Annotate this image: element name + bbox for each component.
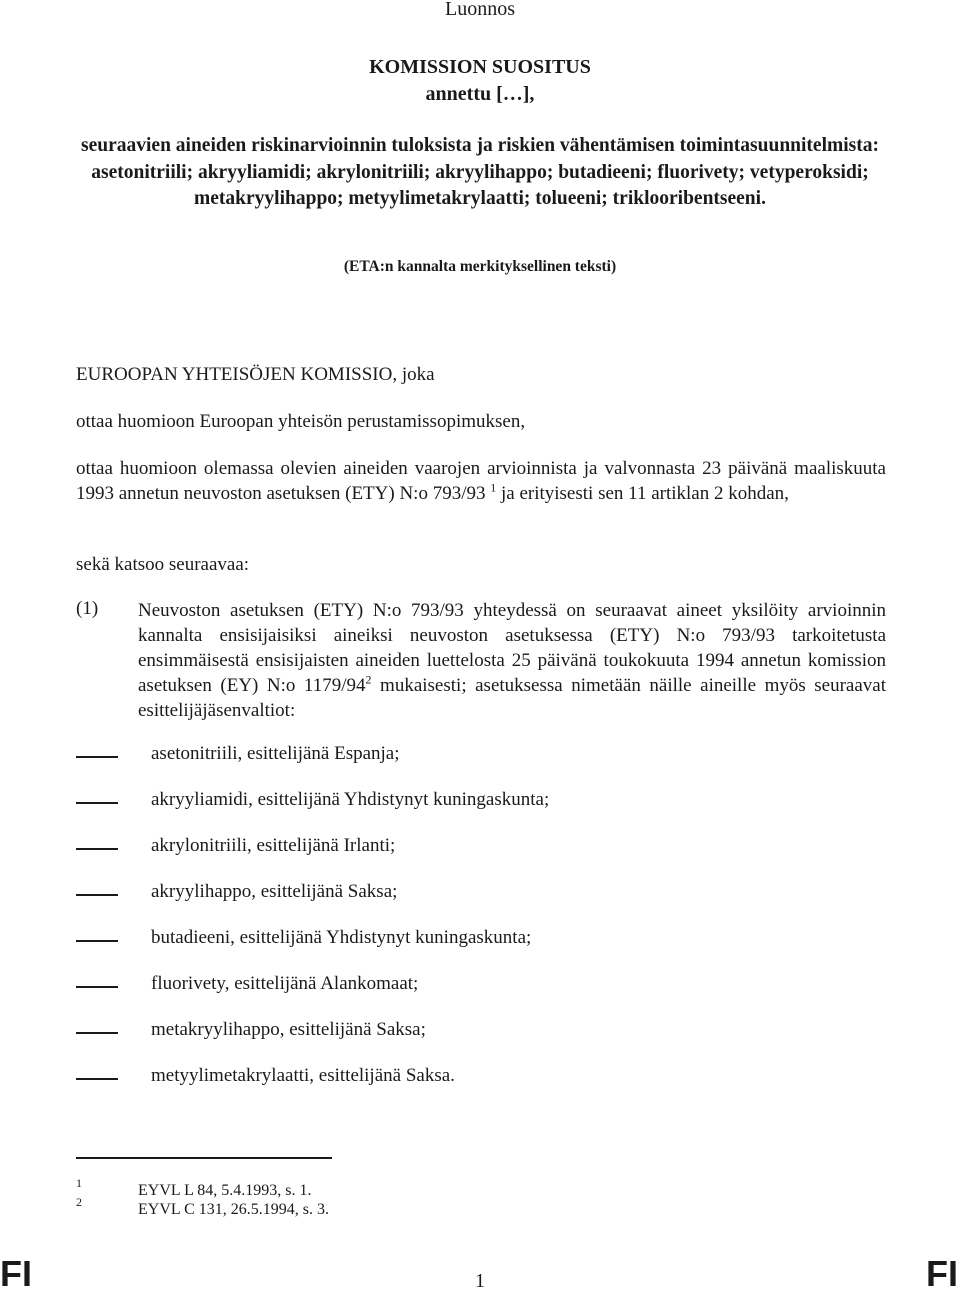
- document-title: [0, 54, 960, 108]
- recital-text-end: mukaisesti; asetuksessa nimetään näille aineille myös seuraavat esittelijäjäsenvaltiot:: [138, 675, 887, 721]
- footnote-text: EYVL L 84, 5.4.1993, s. 1.: [138, 1182, 312, 1199]
- list-item-label: metyylimetakrylaatti, esittelijänä Saksa.: [151, 1065, 455, 1086]
- dash-marker: [76, 848, 118, 850]
- list-item-label: akryylihappo, esittelijänä Saksa;: [151, 881, 398, 902]
- dash-marker: [76, 756, 118, 758]
- list-item-label: metakryylihappo, esittelijänä Saksa;: [151, 1019, 426, 1040]
- page-number: 1: [475, 1270, 485, 1292]
- dash-marker: [76, 1032, 118, 1034]
- recital-number: (1): [76, 598, 99, 619]
- footnote-ref-2: 2: [365, 672, 372, 687]
- language-code-right: FI: [926, 1253, 958, 1294]
- dash-marker: [76, 802, 118, 804]
- citation-treaty: ottaa huomioon Euroopan yhteisön perustamissopimuksen,: [76, 411, 526, 432]
- whereas-line: sekä katsoo seuraavaa:: [76, 554, 250, 575]
- dash-marker: [76, 1078, 118, 1080]
- commission-line: EUROOPAN YHTEISÖJEN KOMISSIO, joka: [76, 364, 435, 385]
- footnote-ref-1: 1: [490, 480, 497, 495]
- list-item-label: asetonitriili, esittelijänä Espanja;: [151, 743, 400, 764]
- title-line-1: KOMISSION SUOSITUS: [369, 56, 591, 78]
- dash-marker: [76, 986, 118, 988]
- list-item-label: akrylonitriili, esittelijänä Irlanti;: [151, 835, 396, 856]
- list-item-label: fluorivety, esittelijänä Alankomaat;: [151, 973, 419, 994]
- footnote-number: 1: [76, 1176, 82, 1190]
- citation-regulation-text: ottaa huomioon olemassa olevien aineiden vaarojen arvioinnista ja valvonnasta 23 päivänä maaliskuuta 1993 annetun neuvoston asetuksen (ETY) N:o 793/93: [76, 458, 886, 504]
- recital-text: [138, 598, 886, 723]
- draft-label: Luonnos: [445, 0, 515, 20]
- footnote-separator: [76, 1157, 332, 1159]
- language-code-left: FI: [0, 1253, 32, 1294]
- list-item-label: butadieeni, esittelijänä Yhdistynyt kuningaskunta;: [151, 927, 532, 948]
- dash-marker: [76, 894, 118, 896]
- eea-relevance-note: (ETA:n kannalta merkityksellinen teksti): [343, 258, 617, 275]
- document-subtitle: seuraavien aineiden riskinarvioinnin tuloksista ja riskien vähentämisen toimintasuunnitelmista: asetonitriili; akryyliamidi; akrylonitriili; akryylihappo; butadieeni; fluorivety; vetyperoksidi; metakryylihappo; metyylimetakrylaatti; tolueeni; triklooribentseeni.: [81, 135, 879, 209]
- recital-text-main: Neuvoston asetuksen (ETY) N:o 793/93 yhteydessä on seuraavat aineet yksilöity arvioinnin kannalta ensisijaisiksi aineiksi neuvoston asetuksessa (ETY) N:o 793/93 tarkoitetusta ensimmäisestä ensisijaisten aineiden luettelosta 25 päivänä toukokuuta 1994 annetun komission asetuksen (EY) N:o 1179/94: [138, 600, 886, 696]
- list-item-label: akryyliamidi, esittelijänä Yhdistynyt kuningaskunta;: [151, 789, 550, 810]
- dash-marker: [76, 940, 118, 942]
- footnote-text: EYVL C 131, 26.5.1994, s. 3.: [138, 1201, 329, 1218]
- citation-regulation-text-end: ja erityisesti sen 11 artiklan 2 kohdan,: [496, 483, 789, 504]
- citation-regulation: [76, 456, 886, 506]
- title-line-2: annettu […],: [425, 83, 535, 105]
- footnote-number: 2: [76, 1195, 82, 1209]
